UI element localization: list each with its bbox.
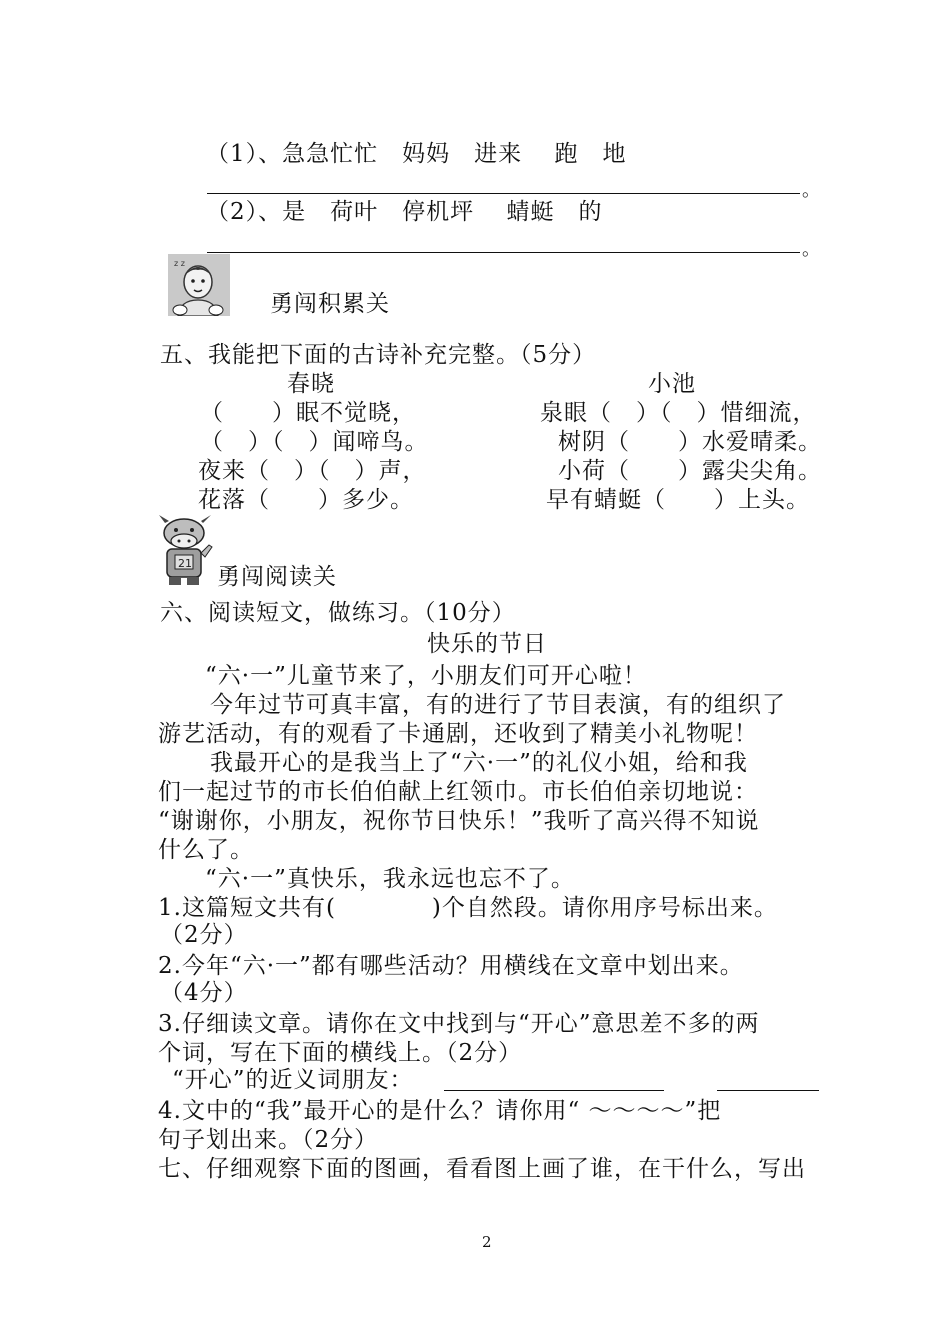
period-mark: 。: [802, 180, 820, 201]
q5-heading: 五、我能把下面的古诗补充完整。（5分）: [160, 342, 597, 368]
exercise-2-line-2: （4分）: [160, 980, 248, 1006]
page-number: 2: [482, 1233, 492, 1251]
poem-title-xiaochi: 小池: [648, 371, 696, 397]
q6-heading: 六、阅读短文，做练习。（10分）: [160, 600, 516, 626]
story-p3-line-4: 什么了。: [158, 837, 254, 863]
answer-line-2[interactable]: [207, 252, 800, 253]
exercise-2-line-1: 2.今年“六·一”都有哪些活动？用横线在文章中划出来。: [158, 953, 744, 979]
section-title-reading: 勇闯阅读关: [217, 564, 337, 590]
poem2-line-3: 小荷（ ）露尖尖角。: [558, 458, 822, 484]
story-p3-line-2: 们一起过节的市长伯伯献上红领巾。市长伯伯亲切地说：: [158, 779, 758, 805]
section-title-accumulation: 勇闯积累关: [270, 291, 390, 317]
story-title: 快乐的节日: [427, 631, 547, 657]
synonym-answer-line-1[interactable]: [444, 1090, 664, 1091]
exercise-1-line-2: （2分）: [160, 922, 248, 948]
story-p4: “六·一”真快乐，我永远也忘不了。: [205, 866, 575, 892]
story-p2-line-2: 游艺活动，有的观看了卡通剧，还收到了精美小礼物呢！: [158, 721, 758, 747]
exercise-1-line-1: 1.这篇短文共有( )个自然段。请你用序号标出来。: [158, 895, 778, 921]
poem1-line-4: 花落（ ）多少。: [198, 487, 414, 513]
poem2-line-4: 早有蜻蜓（ ）上头。: [546, 487, 810, 513]
cow-mascot-icon: [155, 513, 215, 587]
poem1-line-2: （ ）（ ）闻啼鸟。: [200, 429, 429, 455]
answer-line-1[interactable]: [207, 193, 800, 194]
svg-text:z z: z z: [174, 259, 185, 268]
story-p3-line-1: 我最开心的是我当上了“六·一”的礼仪小姐，给和我: [210, 750, 748, 776]
synonym-answer-line-2[interactable]: [717, 1090, 819, 1091]
story-p2-line-1: 今年过节可真丰富，有的进行了节目表演，有的组织了: [210, 692, 786, 718]
svg-text:21: 21: [178, 557, 192, 570]
poem1-line-3: 夜来（ ）（ ）声，: [198, 458, 427, 484]
q4-item-1: （1）、急急忙忙 妈妈 进来 跑 地: [206, 141, 627, 167]
poem-title-chunxiao: 春晓: [287, 371, 335, 397]
child-portrait-icon: [168, 254, 230, 316]
poem1-line-1: （ ）眠不觉晓，: [200, 400, 416, 426]
story-p1: “六·一”儿童节来了，小朋友们可开心啦！: [205, 663, 647, 689]
exercise-3-line-1: 3.仔细读文章。请你在文中找到与“开心”意思差不多的两: [158, 1011, 760, 1037]
q4-item-2: （2）、是 荷叶 停机坪 蜻蜓 的: [206, 199, 603, 225]
poem2-line-1: 泉眼（ ）（ ）惜细流，: [540, 400, 817, 426]
exercise-3-line-2: 个词，写在下面的横线上。（2分）: [158, 1040, 523, 1066]
q7-heading: 七、仔细观察下面的图画，看看图上画了谁，在干什么，写出: [158, 1156, 806, 1182]
story-p3-line-3: “谢谢你，小朋友，祝你节日快乐！”我听了高兴得不知说: [158, 808, 760, 834]
poem2-line-2: 树阴（ ）水爱晴柔。: [558, 429, 822, 455]
exercise-4-line-2: 句子划出来。（2分）: [158, 1127, 379, 1153]
period-mark: 。: [802, 239, 820, 260]
exercise-3-line-3: “开心”的近义词朋友：: [172, 1067, 414, 1093]
exercise-4-line-1: 4.文中的“我”最开心的是什么？请你用“ ～～～～”把: [158, 1098, 722, 1124]
